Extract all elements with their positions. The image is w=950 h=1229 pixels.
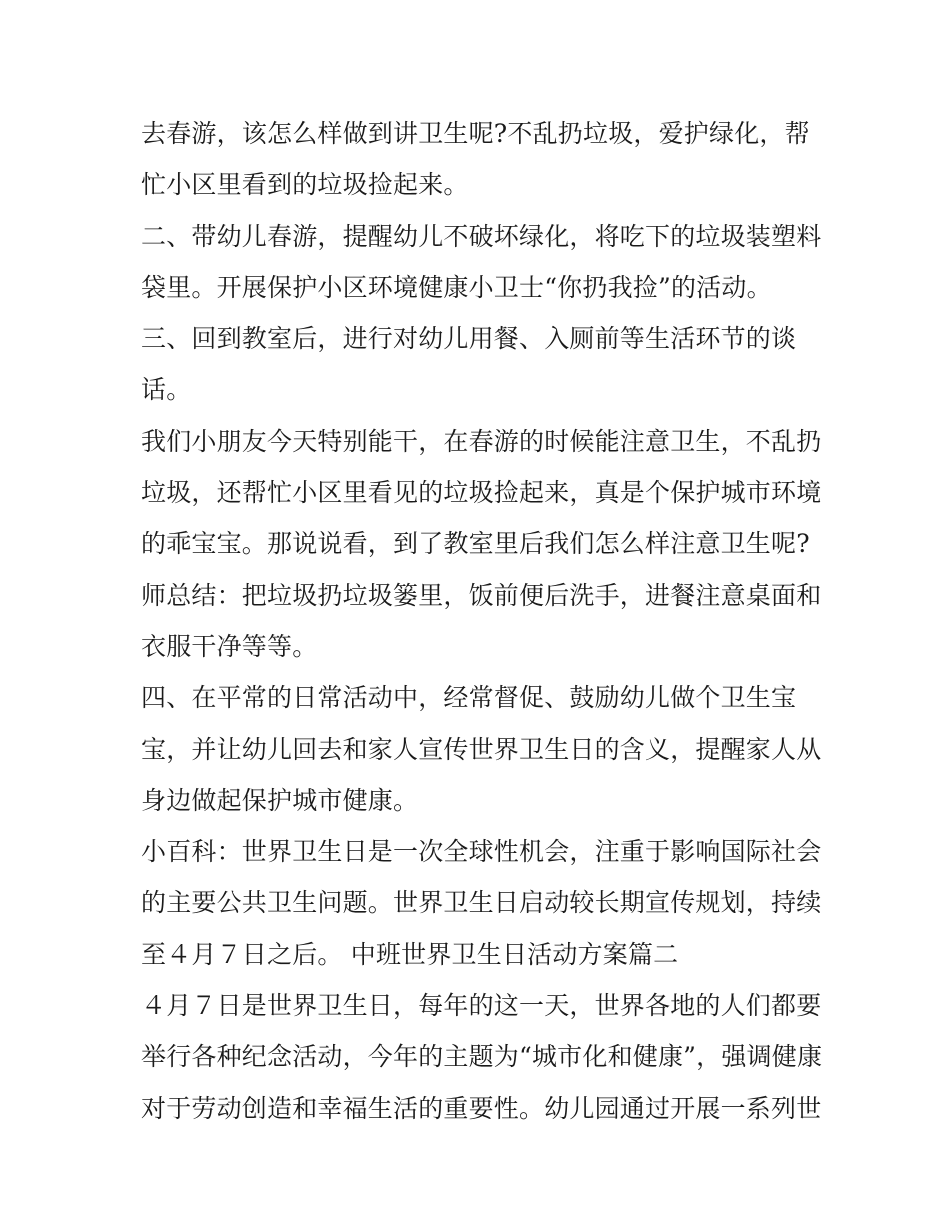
text-line: ４月７日是世界卫生日，每年的这一天，世界各地的人们都要 xyxy=(141,991,822,1021)
document-body xyxy=(141,108,821,1134)
text-line: 我们小朋友今天特别能干，在春游的时候能注意卫生，不乱扔 xyxy=(141,426,822,456)
text-line: 忙小区里看到的垃圾捡起来。 xyxy=(141,170,469,200)
text-line: 对于劳动创造和幸福生活的重要性。幼儿园通过开展一系列世 xyxy=(141,1093,822,1123)
text-line: 衣服干净等等。 xyxy=(141,631,318,661)
text-line: 的乖宝宝。那说说看，到了教室里后我们怎么样注意卫生呢? xyxy=(141,529,810,559)
text-line: 垃圾，还帮忙小区里看见的垃圾捡起来，真是个保护城市环境 xyxy=(141,478,822,508)
text-line: 举行各种纪念活动，今年的主题为“城市化和健康”，强调健康 xyxy=(141,1042,823,1072)
text-line: 三、回到教室后，进行对幼儿用餐、入厕前等生活环节的谈 xyxy=(141,324,797,354)
text-line: 至４月７日之后。 中班世界卫生日活动方案篇二 xyxy=(141,939,679,969)
text-line: 话。 xyxy=(141,375,192,405)
text-line: 四、在平常的日常活动中，经常督促、鼓励幼儿做个卫生宝 xyxy=(141,683,797,713)
text-line: 身边做起保护城市健康。 xyxy=(141,785,419,815)
text-line: 宝，并让幼儿回去和家人宣传世界卫生日的含义，提醒家人从 xyxy=(141,734,822,764)
text-line: 师总结：把垃圾扔垃圾篓里，饭前便后洗手，进餐注意桌面和 xyxy=(141,580,822,610)
text-line: 的主要公共卫生问题。世界卫生日启动较长期宣传规划，持续 xyxy=(141,888,822,918)
text-line: 袋里。开展保护小区环境健康小卫士“你扔我捡”的活动。 xyxy=(141,272,772,302)
text-line: 二、带幼儿春游，提醒幼儿不破坏绿化，将吃下的垃圾装塑料 xyxy=(141,221,822,251)
text-line: 去春游，该怎么样做到讲卫生呢?不乱扔垃圾，爱护绿化，帮 xyxy=(141,119,810,148)
text-line: 小百科：世界卫生日是一次全球性机会，注重于影响国际社会 xyxy=(141,837,822,867)
